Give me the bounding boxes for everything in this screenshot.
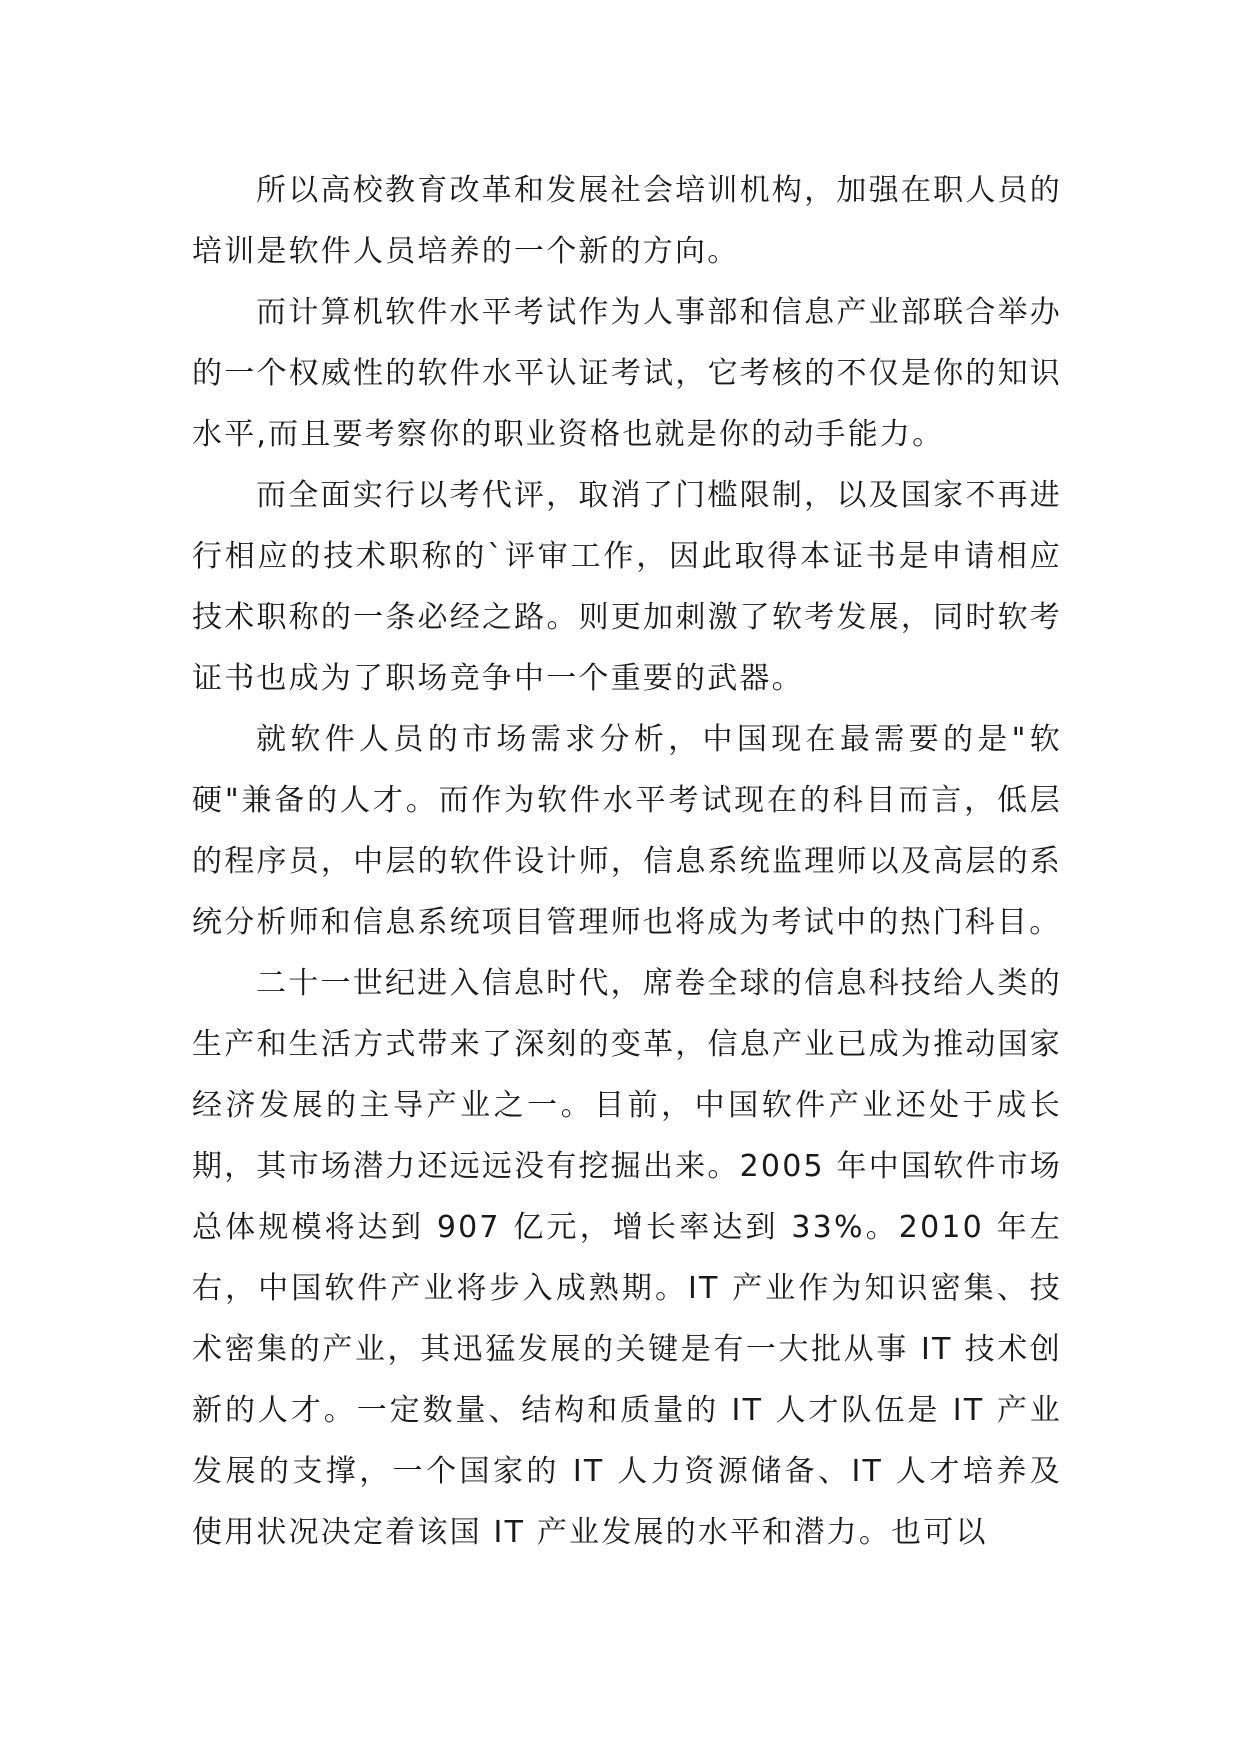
document-page: [192, 160, 1062, 1563]
paragraph-2: 而计算机软件水平考试作为人事部和信息产业部联合举办的一个权威性的软件水平认证考试，它考核的不仅是你的知识水平,而且要考察你的职业资格也就是你的动手能力。: [192, 295, 1062, 452]
paragraph-4: 就软件人员的市场需求分析，中国现在最需要的是"软硬"兼备的人才。而作为软件水平考试现在的科目而言，低层的程序员，中层的软件设计师，信息系统监理师以及高层的系统分析师和信息系统项目管理师也将成为考试中的热门科目。: [192, 722, 1062, 940]
paragraph-5: 二十一世纪进入信息时代，席卷全球的信息科技给人类的生产和生活方式带来了深刻的变革，信息产业已成为推动国家经济发展的主导产业之一。目前，中国软件产业还处于成长期，其市场潜力还远远没有挖掘出来。2005 年中国软件市场总体规模将达到 907 亿元，增长率达到 33%。2010 年左右，中国软件产业将步入成熟期。IT 产业作为知识密集、技术密集的产业，其迅猛发展的关键是有一大批从事 IT 技术创新的人才。一定数量、结构和质量的 IT 人才队伍是 IT 产业发展的支撑，一个国家的 IT 人力资源储备、IT 人才培养及使用状况决定着该国 IT 产业发展的水平和潜力。也可以: [192, 966, 1062, 1550]
paragraph-3: 而全面实行以考代评，取消了门槛限制，以及国家不再进行相应的技术职称的`评审工作，因此取得本证书是申请相应技术职称的一条必经之路。则更加刺激了软考发展，同时软考证书也成为了职场竞争中一个重要的武器。: [192, 478, 1062, 696]
paragraph-1: 所以高校教育改革和发展社会培训机构，加强在职人员的培训是软件人员培养的一个新的方向。: [192, 173, 1062, 269]
